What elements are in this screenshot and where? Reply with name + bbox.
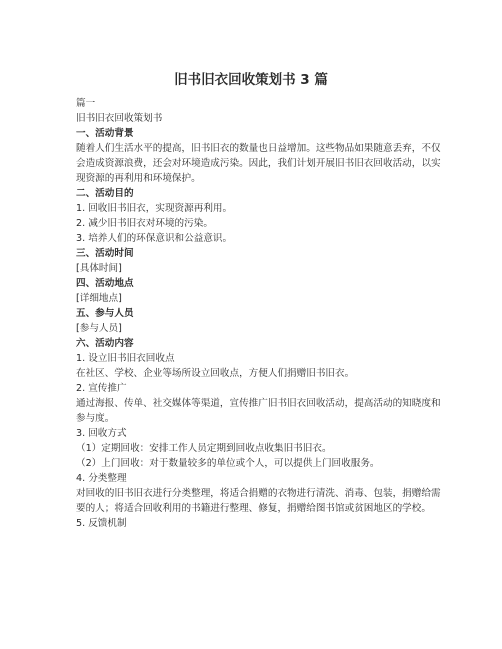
text-line: 2. 减少旧书旧衣对环境的污染。 xyxy=(76,218,213,229)
text-line: 3. 回收方式 xyxy=(76,428,127,439)
text-line: （2）上门回收：对于数量较多的单位或个人，可以提供上门回收服务。 xyxy=(76,458,380,469)
paragraph: 对回收的旧书旧衣进行分类整理，将适合捐赠的衣物进行清洗、消毒、包装，捐赠给需要的人；将适合回收利用的书籍进行整理、修复，捐赠给图书馆或贫困地区的学校。 xyxy=(76,488,441,514)
text-line: 4. 分类整理 xyxy=(76,473,127,484)
document-body xyxy=(76,96,442,531)
text-line: 3. 培养人们的环保意识和公益意识。 xyxy=(76,233,233,244)
section-heading: 四、活动地点 xyxy=(76,278,134,289)
text-line: [详细地点] xyxy=(76,293,122,304)
text-line: 旧书旧衣回收策划书 xyxy=(76,113,163,124)
text-line: 篇一 xyxy=(76,98,96,109)
text-line: 5. 反馈机制 xyxy=(76,518,127,529)
document-title: 旧书旧衣回收策划书 3 篇 xyxy=(174,72,328,88)
section-heading: 一、活动背景 xyxy=(76,128,134,139)
section-heading: 三、活动时间 xyxy=(76,248,134,259)
text-line: 在社区、学校、企业等场所设立回收点，方便人们捐赠旧书旧衣。 xyxy=(76,368,355,379)
section-heading: 五、参与人员 xyxy=(76,308,134,319)
section-heading: 六、活动内容 xyxy=(76,338,134,349)
section-heading: 二、活动目的 xyxy=(76,188,134,199)
text-line: 1. 设立旧书旧衣回收点 xyxy=(76,353,175,364)
text-line: [参与人员] xyxy=(76,323,122,334)
paragraph: 随着人们生活水平的提高，旧书旧衣的数量也日益增加。这些物品如果随意丢弃，不仅会造成资源浪费，还会对环境造成污染。因此，我们计划开展旧书旧衣回收活动，以实现资源的再利用和环境保护。 xyxy=(76,143,441,184)
text-line: 2. 宣传推广 xyxy=(76,383,127,394)
text-line: [具体时间] xyxy=(76,263,122,274)
text-line: （1）定期回收：安排工作人员定期到回收点收集旧书旧衣。 xyxy=(76,443,332,454)
text-line: 1. 回收旧书旧衣，实现资源再利用。 xyxy=(76,203,233,214)
paragraph: 通过海报、传单、社交媒体等渠道，宣传推广旧书旧衣回收活动，提高活动的知晓度和参与度。 xyxy=(76,398,441,424)
